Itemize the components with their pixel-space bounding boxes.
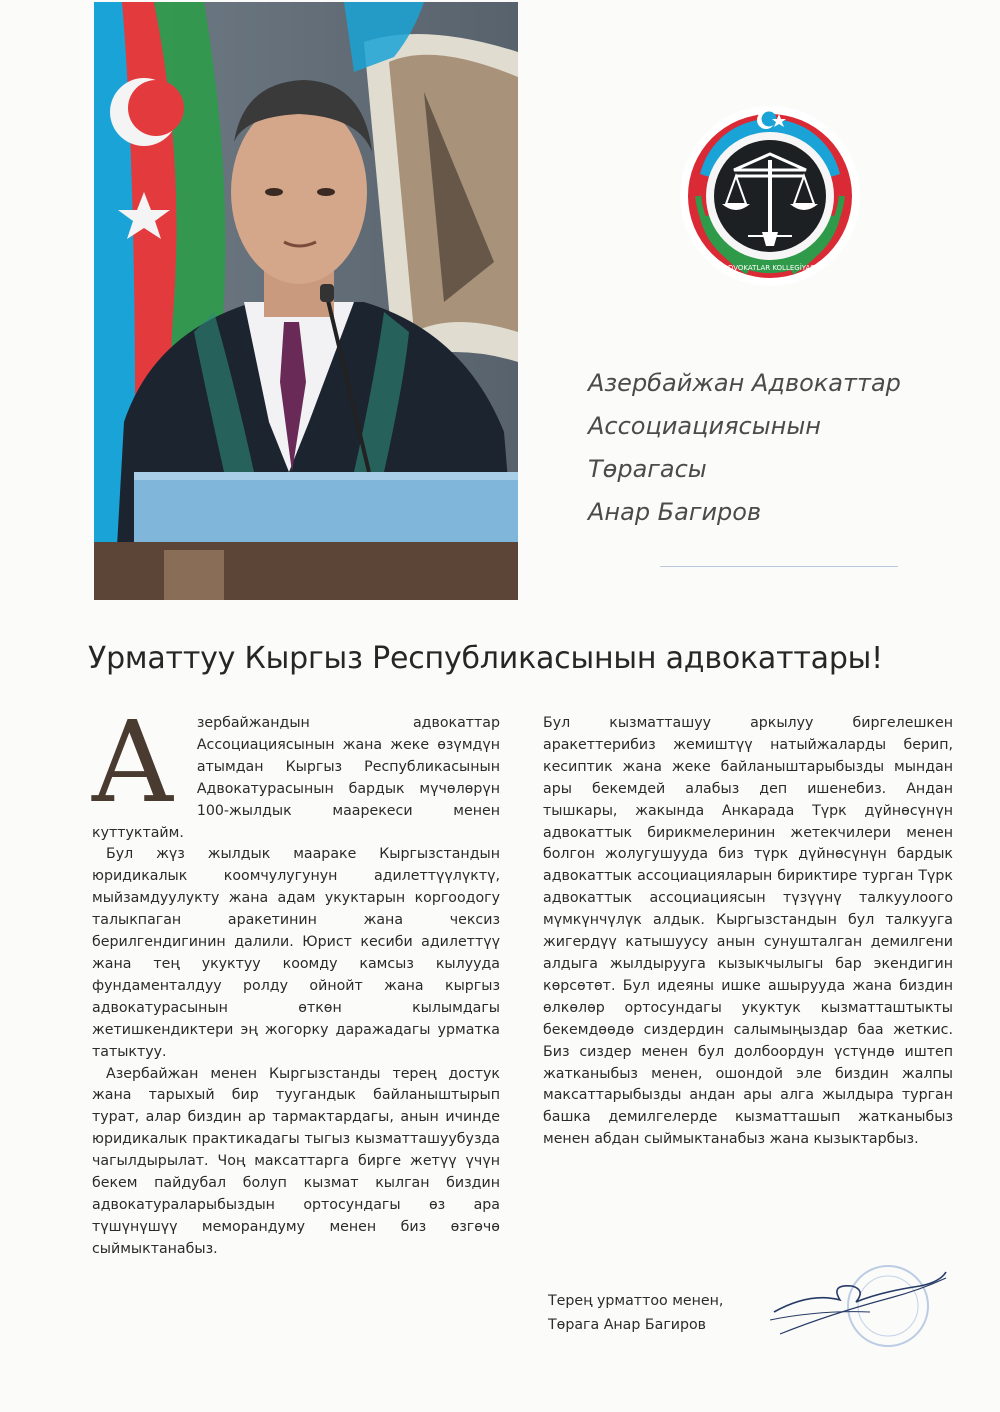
title-line: Анар Багиров [588, 498, 762, 526]
signature-icon [770, 1262, 950, 1354]
title-line: Ассоциациясынын [588, 412, 821, 440]
author-title [588, 362, 978, 534]
closing-block [548, 1289, 723, 1337]
left-column [90, 698, 500, 1261]
speaker-photo [94, 2, 518, 600]
page-heading: Урматтуу Кыргыз Республикасынын адвокаттары! [88, 641, 883, 676]
right-column [543, 713, 953, 1151]
title-divider [660, 566, 898, 567]
body-paragraph: Бул жүз жылдык мааракe Кыргызстандын юридикалык коомчулугунун адилеттүүлүктү, мыйзамдуулукту жана адам укуктарын коргоодогу талыкпаган аракетинин жана чексиз берилгендигинин далили. Юрист кесиби адилеттүү жана тең укуктуу коомду камсыз кылууда фундаменталдуу ролду ойнойт жана кыргыз адвокатурасынын өткөн кылымдагы жетишкендиктери эң жогорку даражадагы урматка татыктуу. [92, 846, 500, 1060]
scales-of-justice-icon [678, 104, 862, 288]
drop-cap: А [90, 698, 175, 828]
title-line: Азербайжан Адвокаттар [588, 369, 901, 397]
body-paragraph: Азербайжан менен Кыргызстанды терең достук жана тарыхый бир туугандык байланыштырып турат, алар биздин ар тармактардагы, анын ичинде юридикалык практикадагы тыгыз кызматташуубузда чагылдырылат. Чоң максаттарга бирге жетүү үчүн бекем пайдубал болуп кызмат кылган биздин адвокатураларыбыздын ортосундагы өз ара түшүнүшүү меморандуму менен биз өзгөчө сыймыктанабыз. [92, 1065, 500, 1257]
speaker-portrait-icon [94, 2, 518, 600]
lead-paragraph: зербайжандын адвокаттар Ассоциациясынын жана жеке өзүмдүн атымдан Кыргыз Республикасынын Адвокатурасынын бардык мүчөлөрүн 100-жылдык маарекеси менен куттуктайм. [92, 715, 500, 841]
logo-caption: ADVOKATLAR KOLLEGİYASI [723, 264, 817, 272]
closing-signatory: Төрага Анар Багиров [548, 1317, 707, 1333]
signature-stamp [770, 1262, 950, 1354]
title-line: Төрагасы [588, 455, 707, 483]
association-logo [678, 104, 862, 288]
body-paragraph: Бул кызматташуу аркылуу биргелешкен аракеттерибиз жемиштүү натыйжаларды берип, кесиптик жана жеке байланыштарыбызды мындан ары бекемдей алабыз деп ишенебиз. Андан тышкары, жакында Анкарада Түрк дүйнөсүнүн адвокаттык бирикмелеринин жетекчилери менен болгон жолугушууда биз түрк дүйнөсүнүн бардык адвокаттык ассоциацияларын бириктире турган Түрк адвокаттык ассоциациясын түзүүнү талкуулоого мүмкүнчүлүк алдык. Кыргызстандын бул талкууга жигердүү катышуусу анын сунушталган демилгени алдыга жылдырууга кызыкчылыгы бар экендигин көрсөтөт. Бул идеяны ишке ашырууда жана биздин өлкөлөр ортосундагы укуктук кызматташтыкты бекемдөөдө сиздердин салымыңыздар баа жеткис. Биз сиздер менен бул долбоордун үстүндө иштеп жатканыбыз менен, ошондой эле биздин жалпы максаттарыбызды андан ары алга жылдыра турган башка демилгелерде кызматташып жатканыбыз менен абдан сыймыктанабыз жана кызыктарбыз. [543, 715, 953, 1148]
closing-salutation: Терең урматтоо менен, [548, 1293, 724, 1309]
